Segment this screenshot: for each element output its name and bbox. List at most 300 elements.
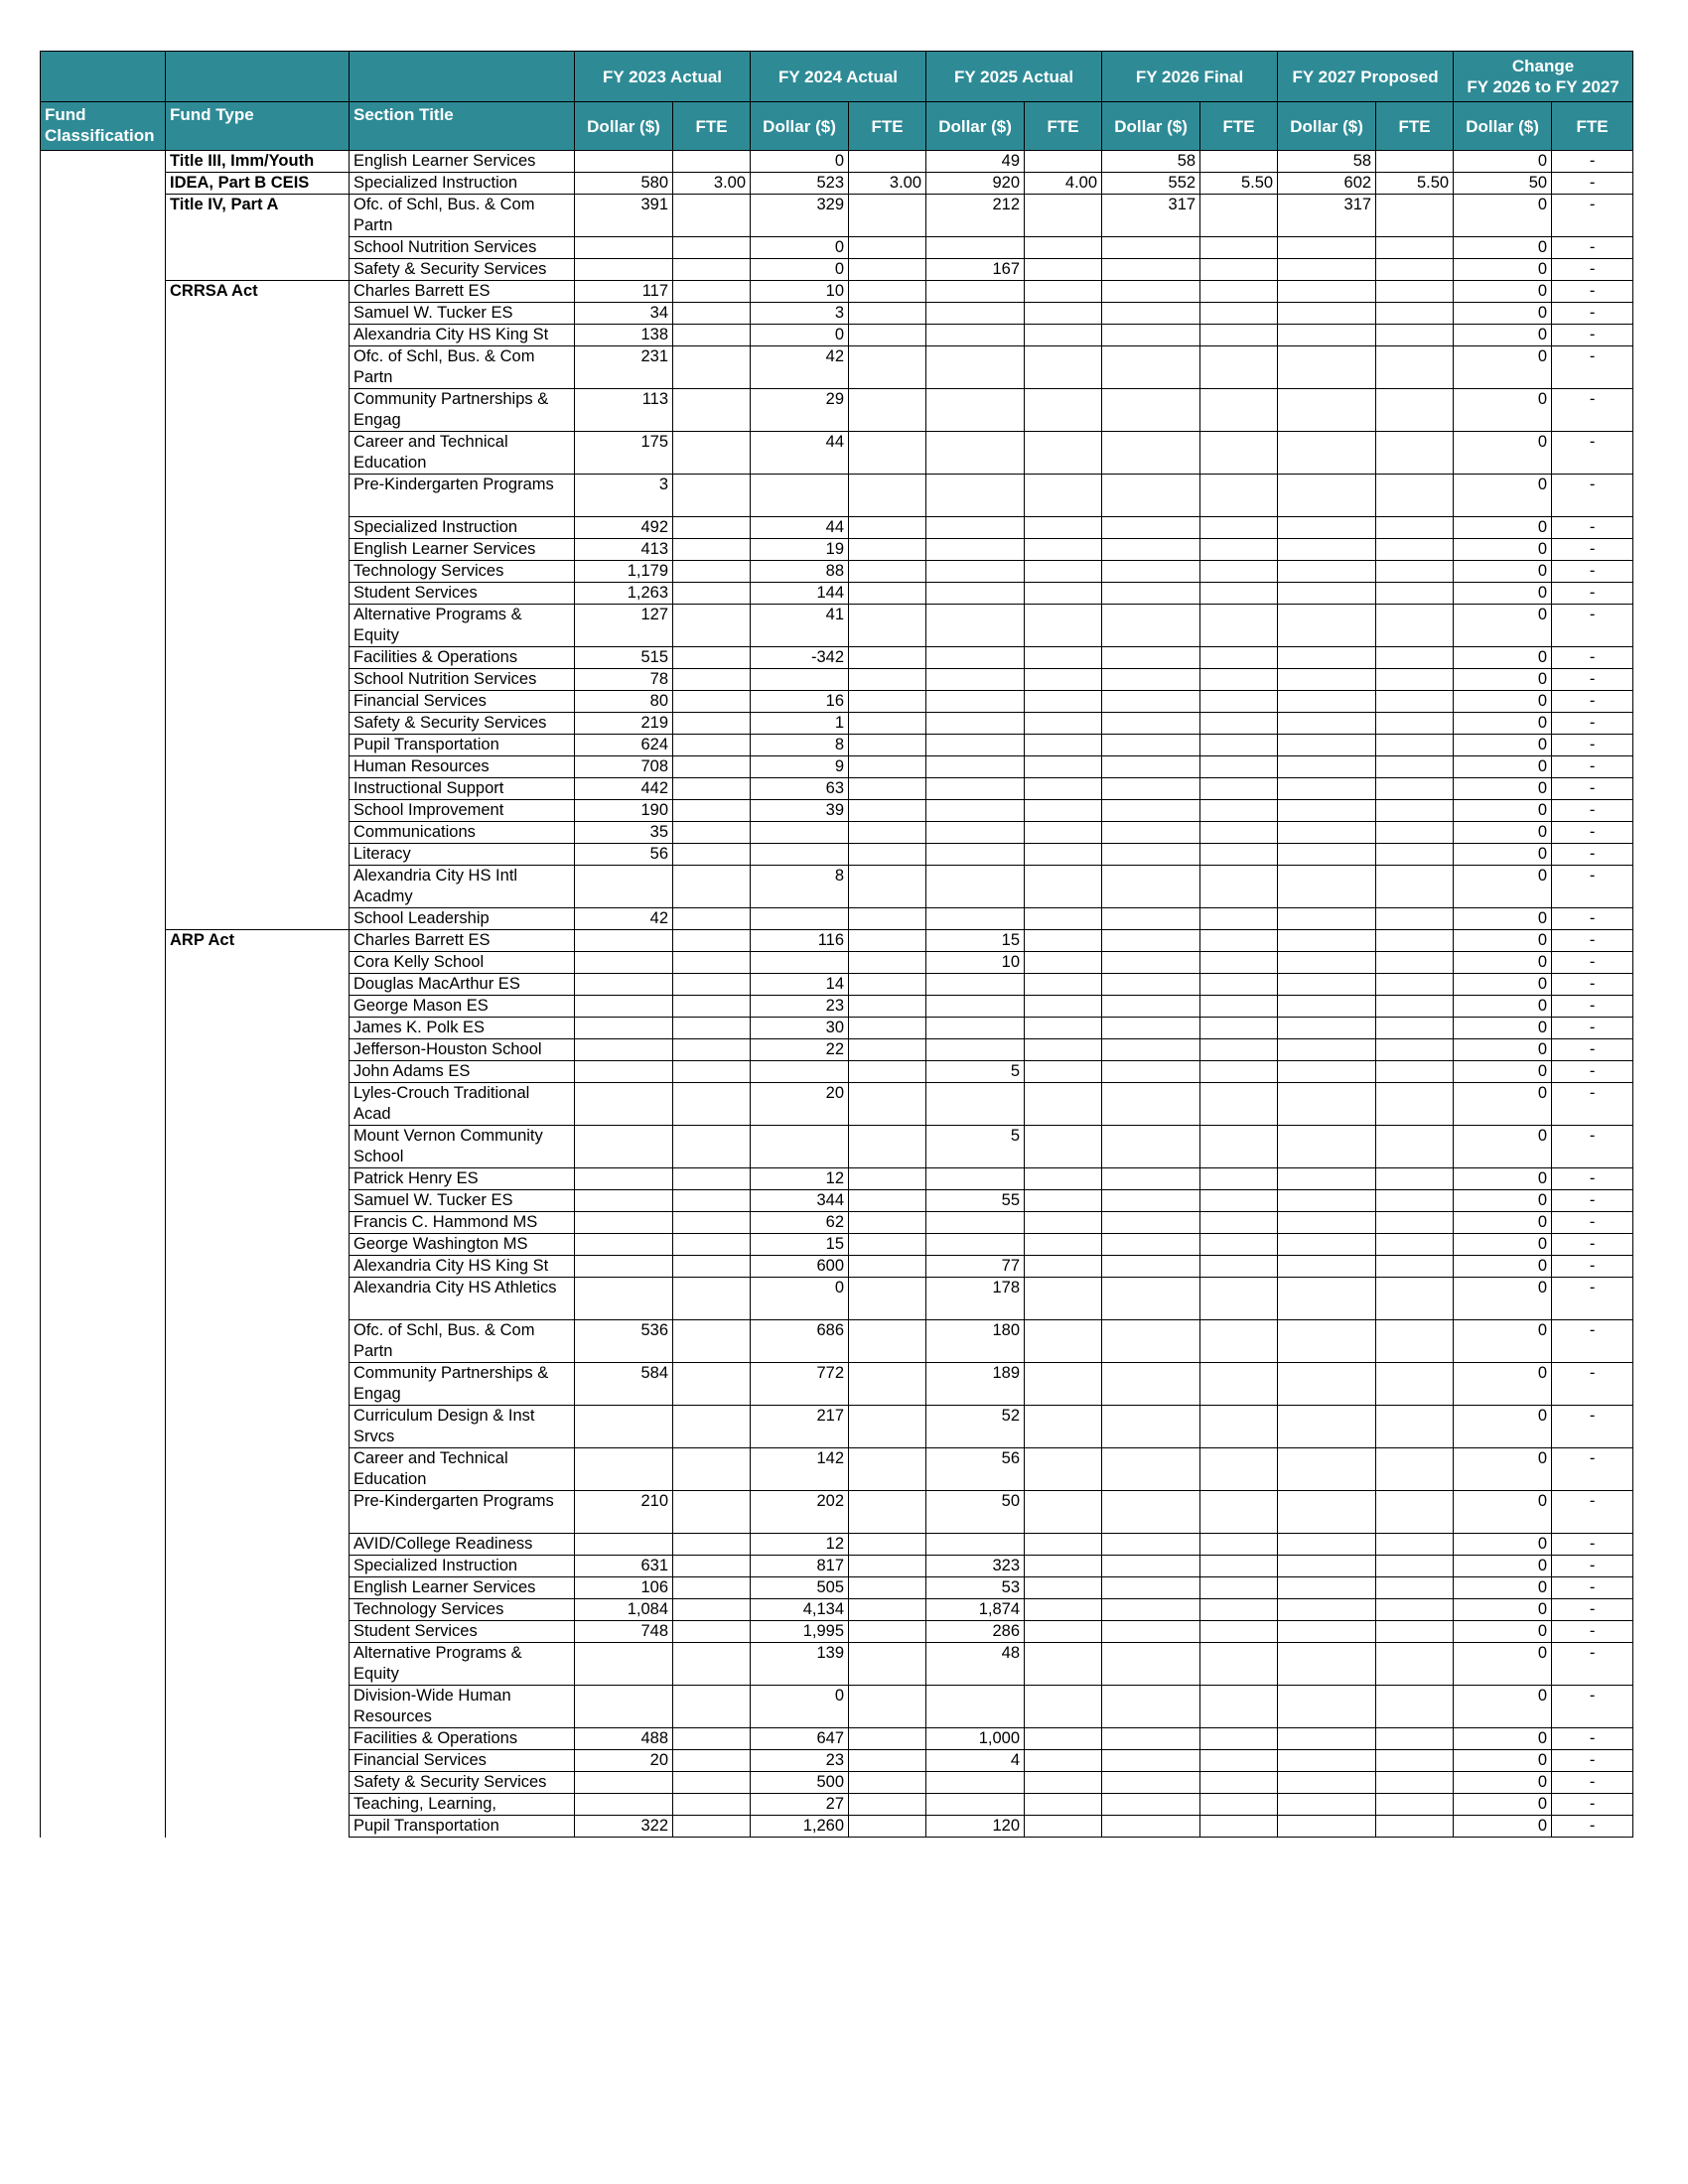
fte-cell: - [1552, 1018, 1633, 1039]
fte-cell [849, 1577, 926, 1599]
dollar-cell: 0 [1454, 432, 1552, 475]
fte-cell: - [1552, 1772, 1633, 1794]
fte-cell: - [1552, 1794, 1633, 1816]
fund-type-cell: ARP Act [166, 930, 350, 952]
fte-cell: - [1552, 952, 1633, 974]
fte-cell [1376, 647, 1454, 669]
fund-type-cell: IDEA, Part B CEIS [166, 173, 350, 195]
section-title-cell: Literacy [350, 844, 575, 866]
section-title-cell: Cora Kelly School [350, 952, 575, 974]
dollar-cell: 0 [1454, 866, 1552, 908]
dollar-cell: 0 [1454, 1212, 1552, 1234]
dollar-cell [1278, 237, 1376, 259]
fte-cell [1200, 1061, 1278, 1083]
fte-cell [1200, 389, 1278, 432]
fund-type-cell [166, 1212, 350, 1234]
dollar-cell [1102, 1750, 1200, 1772]
dollar-cell [1102, 1686, 1200, 1728]
fte-cell [673, 1256, 751, 1278]
fte-cell [1376, 561, 1454, 583]
dollar-cell: 14 [751, 974, 849, 996]
dollar-cell: 16 [751, 691, 849, 713]
dollar-cell [1102, 237, 1200, 259]
fte-cell [1376, 1750, 1454, 1772]
dollar-cell [926, 432, 1025, 475]
dollar-cell: 0 [1454, 1320, 1552, 1363]
fte-cell [673, 389, 751, 432]
dollar-cell [926, 605, 1025, 647]
fund-classification-cell [41, 735, 166, 756]
dollar-cell: 48 [926, 1643, 1025, 1686]
dollar-cell: 0 [751, 325, 849, 346]
fte-cell [1200, 1816, 1278, 1838]
fte-cell [673, 151, 751, 173]
dollar-cell: 0 [1454, 735, 1552, 756]
fte-cell [849, 974, 926, 996]
dollar-cell [1102, 1491, 1200, 1534]
fte-cell [1376, 1556, 1454, 1577]
dollar-cell: 42 [751, 346, 849, 389]
dollar-cell: 329 [751, 195, 849, 237]
dollar-cell [1278, 1491, 1376, 1534]
fund-classification-cell [41, 1190, 166, 1212]
fte-cell [1376, 713, 1454, 735]
fte-cell [1025, 1363, 1102, 1406]
table-row [41, 1534, 1633, 1556]
dollar-cell: 20 [751, 1083, 849, 1126]
dollar-cell [1278, 713, 1376, 735]
fte-cell [1025, 756, 1102, 778]
fte-cell [1025, 583, 1102, 605]
dollar-cell: 139 [751, 1643, 849, 1686]
fte-cell [1376, 908, 1454, 930]
dollar-cell [1278, 346, 1376, 389]
dollar-cell [575, 1039, 673, 1061]
dollar-cell [1102, 432, 1200, 475]
dollar-cell [926, 691, 1025, 713]
dollar-cell: 413 [575, 539, 673, 561]
fund-type-cell [166, 800, 350, 822]
dollar-cell [1278, 756, 1376, 778]
fund-type-cell [166, 1643, 350, 1686]
fte-cell [1376, 669, 1454, 691]
fte-cell [849, 475, 926, 517]
fte-cell [673, 1083, 751, 1126]
dollar-cell: 442 [575, 778, 673, 800]
fund-classification-cell [41, 1534, 166, 1556]
table-row [41, 778, 1633, 800]
fte-cell [1025, 822, 1102, 844]
fund-type-cell [166, 325, 350, 346]
dollar-cell: 1,084 [575, 1599, 673, 1621]
fte-cell [1025, 605, 1102, 647]
dollar-cell: 0 [1454, 1278, 1552, 1320]
dollar-cell: 0 [1454, 1534, 1552, 1556]
dollar-cell: 4,134 [751, 1599, 849, 1621]
dollar-cell: 212 [926, 195, 1025, 237]
dollar-cell: 492 [575, 517, 673, 539]
dollar-header: Dollar ($) [1278, 102, 1376, 151]
fte-cell [1376, 756, 1454, 778]
fte-cell [673, 996, 751, 1018]
fte-cell [1376, 1018, 1454, 1039]
fte-cell: - [1552, 1039, 1633, 1061]
dollar-cell: 631 [575, 1556, 673, 1577]
section-title-cell: Charles Barrett ES [350, 930, 575, 952]
fte-cell [1376, 1061, 1454, 1083]
dollar-cell [926, 1018, 1025, 1039]
fte-cell [673, 1750, 751, 1772]
fund-type-cell [166, 1728, 350, 1750]
fte-cell [673, 195, 751, 237]
fund-classification-cell [41, 1556, 166, 1577]
fte-cell [849, 713, 926, 735]
table-row [41, 561, 1633, 583]
dollar-cell [926, 325, 1025, 346]
dollar-cell: 0 [1454, 1728, 1552, 1750]
fte-cell [1025, 996, 1102, 1018]
fte-cell: 4.00 [1025, 173, 1102, 195]
dollar-cell [926, 778, 1025, 800]
fte-cell [1376, 1577, 1454, 1599]
fte-cell [849, 1534, 926, 1556]
dollar-cell: 600 [751, 1256, 849, 1278]
fte-cell: - [1552, 1234, 1633, 1256]
dollar-cell: 178 [926, 1278, 1025, 1320]
dollar-cell [751, 1061, 849, 1083]
fte-cell [849, 561, 926, 583]
dollar-cell [575, 1256, 673, 1278]
fund-type-cell [166, 1750, 350, 1772]
dollar-cell [575, 1772, 673, 1794]
dollar-cell: 624 [575, 735, 673, 756]
dollar-cell [1102, 735, 1200, 756]
fte-cell [849, 1728, 926, 1750]
dollar-cell [1278, 996, 1376, 1018]
fte-cell [1025, 930, 1102, 952]
table-row [41, 713, 1633, 735]
fte-cell [673, 1018, 751, 1039]
dollar-cell [575, 1190, 673, 1212]
fte-cell [1376, 1256, 1454, 1278]
dollar-cell: 0 [1454, 778, 1552, 800]
fund-type-cell [166, 1126, 350, 1168]
fund-classification-cell [41, 583, 166, 605]
table-row [41, 1212, 1633, 1234]
fte-cell [1025, 1599, 1102, 1621]
dollar-cell [1278, 669, 1376, 691]
dollar-cell [926, 669, 1025, 691]
section-title-cell: Pre-Kindergarten Programs [350, 1491, 575, 1534]
dollar-cell [926, 996, 1025, 1018]
dollar-cell [1278, 605, 1376, 647]
fte-cell: - [1552, 1083, 1633, 1126]
dollar-cell [1102, 346, 1200, 389]
fte-cell [849, 930, 926, 952]
dollar-cell [1278, 866, 1376, 908]
fund-classification-cell [41, 432, 166, 475]
fte-cell [1200, 1039, 1278, 1061]
dollar-cell: 0 [1454, 1772, 1552, 1794]
dollar-cell [751, 952, 849, 974]
fte-cell [673, 1556, 751, 1577]
fte-cell [1200, 713, 1278, 735]
fte-cell [1025, 1686, 1102, 1728]
fund-classification-cell [41, 281, 166, 303]
fte-cell [849, 1039, 926, 1061]
section-title-cell: AVID/College Readiness [350, 1534, 575, 1556]
dollar-cell [926, 1168, 1025, 1190]
dollar-cell: 189 [926, 1363, 1025, 1406]
dollar-cell: 0 [1454, 952, 1552, 974]
fte-cell [673, 346, 751, 389]
fte-cell [849, 1168, 926, 1190]
fte-cell: - [1552, 1320, 1633, 1363]
table-row [41, 432, 1633, 475]
fte-cell [1376, 195, 1454, 237]
dollar-cell: 35 [575, 822, 673, 844]
fte-cell [673, 1577, 751, 1599]
dollar-cell: 106 [575, 1577, 673, 1599]
fte-cell [1200, 325, 1278, 346]
fund-type-cell [166, 583, 350, 605]
dollar-cell [1102, 259, 1200, 281]
dollar-cell [1278, 432, 1376, 475]
dollar-cell: 0 [1454, 1039, 1552, 1061]
dollar-cell: 580 [575, 173, 673, 195]
dollar-cell: 0 [1454, 1491, 1552, 1534]
fte-cell [1376, 800, 1454, 822]
section-title-cell: Alexandria City HS King St [350, 325, 575, 346]
section-title-cell: Student Services [350, 1621, 575, 1643]
fte-cell [1200, 1599, 1278, 1621]
dollar-cell [1102, 1061, 1200, 1083]
dollar-cell [1278, 908, 1376, 930]
table-row [41, 1621, 1633, 1643]
fund-classification-cell [41, 1363, 166, 1406]
dollar-cell [1278, 822, 1376, 844]
dollar-cell: 5 [926, 1126, 1025, 1168]
fund-classification-cell [41, 1256, 166, 1278]
dollar-cell: 317 [1102, 195, 1200, 237]
dollar-cell: 0 [1454, 691, 1552, 713]
section-title-cell: Student Services [350, 583, 575, 605]
fund-type-cell [166, 1168, 350, 1190]
fund-type-cell [166, 866, 350, 908]
dollar-cell: 488 [575, 1728, 673, 1750]
table-row [41, 1278, 1633, 1320]
fte-cell [673, 974, 751, 996]
fte-cell [1376, 1190, 1454, 1212]
section-title-cell: Pre-Kindergarten Programs [350, 475, 575, 517]
section-title-cell: Facilities & Operations [350, 1728, 575, 1750]
dollar-cell [926, 561, 1025, 583]
fte-cell [673, 1794, 751, 1816]
change-header-line2: FY 2026 to FY 2027 [1467, 77, 1619, 96]
dollar-cell: 322 [575, 1816, 673, 1838]
dollar-cell: 1,260 [751, 1816, 849, 1838]
fund-classification-cell [41, 908, 166, 930]
fte-cell [1200, 1083, 1278, 1126]
dollar-cell [1278, 1772, 1376, 1794]
dollar-cell: 15 [926, 930, 1025, 952]
dollar-cell: 0 [1454, 1556, 1552, 1577]
dollar-cell: 1 [751, 713, 849, 735]
section-title-cell: Career and Technical Education [350, 432, 575, 475]
fte-cell [849, 151, 926, 173]
dollar-cell: 44 [751, 517, 849, 539]
fte-cell [1200, 952, 1278, 974]
section-title-cell: Alexandria City HS Intl Acadmy [350, 866, 575, 908]
dollar-cell [1102, 1406, 1200, 1448]
dollar-cell [1102, 1363, 1200, 1406]
dollar-cell: 817 [751, 1556, 849, 1577]
dollar-cell: 0 [1454, 1190, 1552, 1212]
fte-cell [673, 1643, 751, 1686]
dollar-cell: 10 [926, 952, 1025, 974]
fte-cell [849, 1278, 926, 1320]
fte-cell: - [1552, 1686, 1633, 1728]
fte-cell [1376, 389, 1454, 432]
fund-classification-cell [41, 1039, 166, 1061]
dollar-cell: 0 [1454, 1794, 1552, 1816]
dollar-cell: 144 [751, 583, 849, 605]
fte-cell [673, 303, 751, 325]
dollar-cell [1278, 539, 1376, 561]
dollar-cell: -342 [751, 647, 849, 669]
dollar-cell [926, 1212, 1025, 1234]
fte-cell [673, 1363, 751, 1406]
fte-cell: - [1552, 1816, 1633, 1838]
fte-cell [1200, 1320, 1278, 1363]
fte-cell: - [1552, 1728, 1633, 1750]
fund-type-cell: Title III, Imm/Youth [166, 151, 350, 173]
fte-cell [1025, 908, 1102, 930]
fte-cell [849, 1599, 926, 1621]
dollar-cell: 55 [926, 1190, 1025, 1212]
dollar-cell [751, 908, 849, 930]
fte-cell [1025, 669, 1102, 691]
fte-cell [673, 952, 751, 974]
fte-cell [673, 647, 751, 669]
dollar-cell [1278, 974, 1376, 996]
dollar-cell [1278, 1320, 1376, 1363]
section-title-cell: English Learner Services [350, 151, 575, 173]
fte-cell [1025, 1278, 1102, 1320]
fund-classification-cell [41, 195, 166, 237]
fte-cell: - [1552, 1061, 1633, 1083]
fte-cell [1025, 1212, 1102, 1234]
fte-cell [849, 866, 926, 908]
fund-type-cell [166, 1018, 350, 1039]
fte-cell [1025, 1320, 1102, 1363]
fte-cell: - [1552, 669, 1633, 691]
dollar-cell [926, 800, 1025, 822]
fte-cell [849, 1126, 926, 1168]
dollar-cell: 602 [1278, 173, 1376, 195]
dollar-cell [1278, 1406, 1376, 1448]
dollar-cell [1102, 1256, 1200, 1278]
fte-cell: - [1552, 866, 1633, 908]
fund-type-cell [166, 1577, 350, 1599]
dollar-cell: 63 [751, 778, 849, 800]
fte-cell [849, 281, 926, 303]
fte-cell [1376, 1621, 1454, 1643]
blank-header-3 [350, 52, 575, 102]
fte-cell [673, 1061, 751, 1083]
fund-classification-cell [41, 844, 166, 866]
fte-cell [1200, 605, 1278, 647]
table-row [41, 691, 1633, 713]
section-title-cell: Curriculum Design & Inst Srvcs [350, 1406, 575, 1448]
fund-classification-cell [41, 756, 166, 778]
dollar-cell [575, 1406, 673, 1448]
fte-cell [1200, 844, 1278, 866]
table-row [41, 237, 1633, 259]
fte-cell [1025, 952, 1102, 974]
fund-type-cell [166, 1278, 350, 1320]
table-row [41, 539, 1633, 561]
fund-type-cell [166, 1083, 350, 1126]
fund-type-cell [166, 1320, 350, 1363]
fte-cell [1376, 822, 1454, 844]
fte-cell [1025, 1556, 1102, 1577]
dollar-cell: 10 [751, 281, 849, 303]
dollar-cell [1102, 475, 1200, 517]
fte-cell [673, 1212, 751, 1234]
dollar-cell: 77 [926, 1256, 1025, 1278]
dollar-cell [1102, 1816, 1200, 1838]
dollar-cell [1102, 1599, 1200, 1621]
section-title-cell: Facilities & Operations [350, 647, 575, 669]
fte-cell: - [1552, 996, 1633, 1018]
table-row [41, 1363, 1633, 1406]
dollar-cell: 0 [1454, 1406, 1552, 1448]
fte-cell: - [1552, 1363, 1633, 1406]
fte-cell: - [1552, 389, 1633, 432]
dollar-cell [1278, 1534, 1376, 1556]
fte-cell [1376, 1363, 1454, 1406]
fund-type-cell [166, 346, 350, 389]
fund-classification-cell [41, 346, 166, 389]
dollar-cell [1278, 259, 1376, 281]
dollar-cell [751, 844, 849, 866]
table-row [41, 800, 1633, 822]
fund-classification-cell [41, 1061, 166, 1083]
dollar-cell: 0 [1454, 389, 1552, 432]
fte-cell [1200, 1018, 1278, 1039]
fte-cell [1200, 561, 1278, 583]
dollar-cell: 50 [1454, 173, 1552, 195]
fte-cell [849, 1794, 926, 1816]
fte-cell [1025, 1621, 1102, 1643]
dollar-cell: 53 [926, 1577, 1025, 1599]
dollar-cell [575, 1794, 673, 1816]
fte-cell [1025, 713, 1102, 735]
fte-cell [1025, 259, 1102, 281]
section-title-cell: Patrick Henry ES [350, 1168, 575, 1190]
fund-classification-cell [41, 303, 166, 325]
dollar-cell [575, 1534, 673, 1556]
fte-cell [849, 1234, 926, 1256]
fte-cell [1376, 844, 1454, 866]
fte-cell [1025, 1577, 1102, 1599]
fte-cell [1376, 1448, 1454, 1491]
fte-cell [673, 756, 751, 778]
fte-cell [1376, 1168, 1454, 1190]
dollar-cell: 180 [926, 1320, 1025, 1363]
fund-type-cell [166, 1794, 350, 1816]
